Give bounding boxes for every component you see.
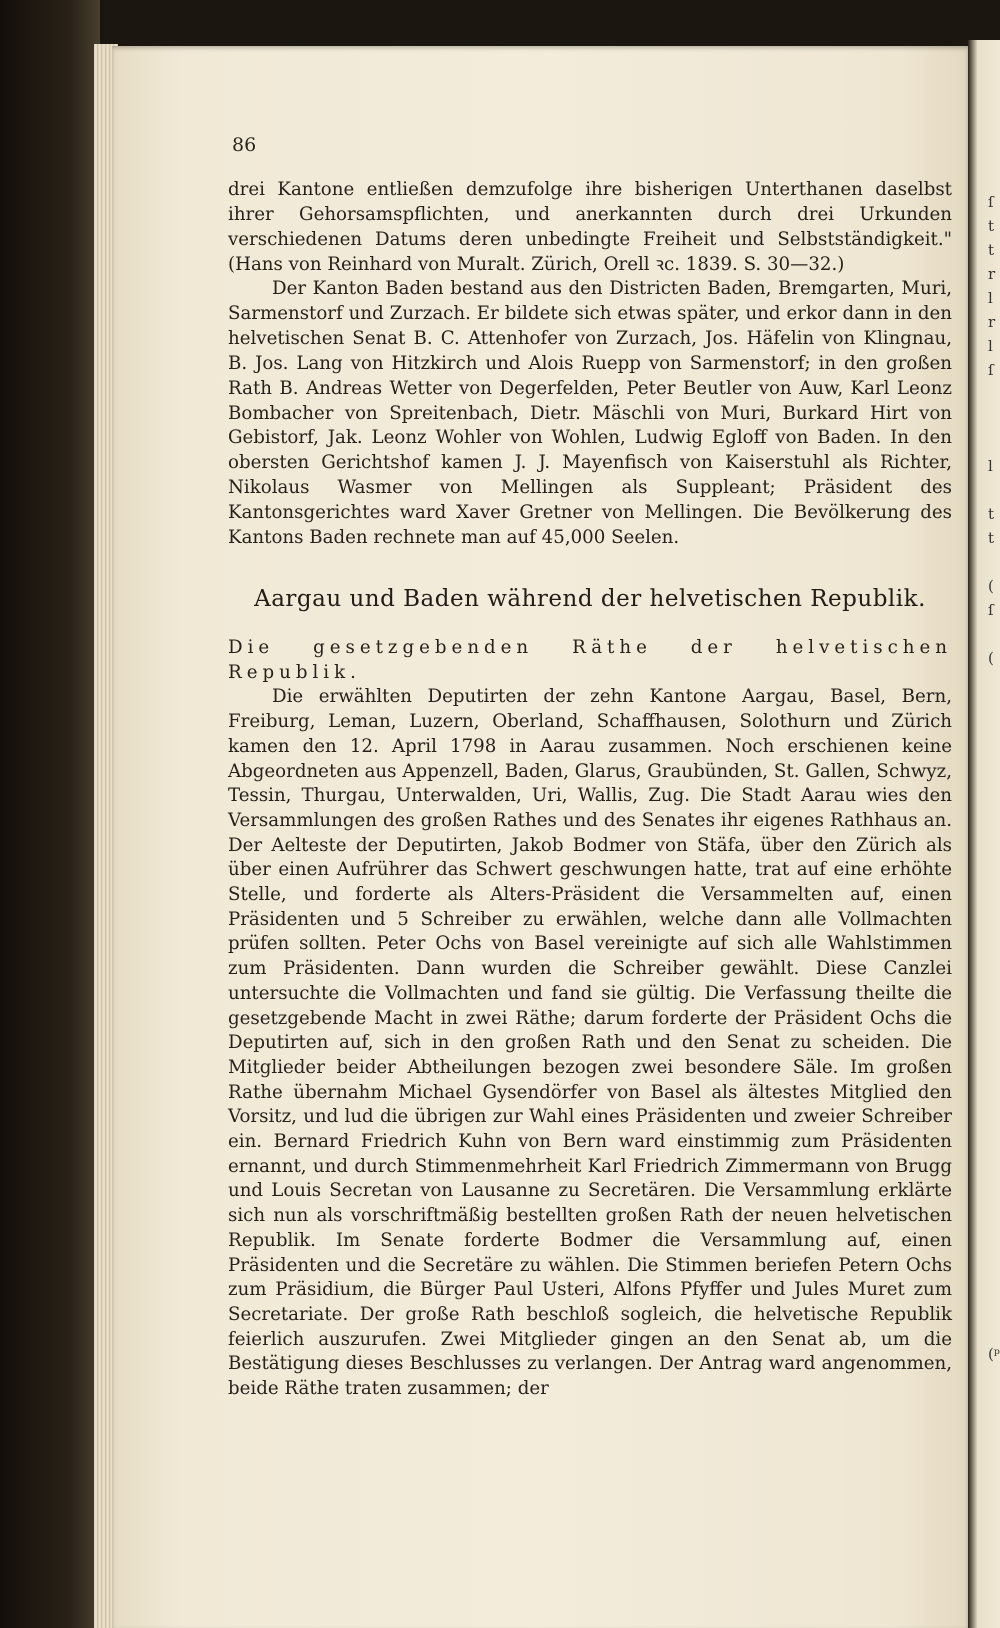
page-number: 86 xyxy=(232,134,257,156)
next-page-fragment xyxy=(988,1174,1000,1198)
paragraph: Die erwählten Deputirten der zehn Kantone Aargau, Basel, Bern, Freiburg, Leman, Luzern, Oberland, Schaffhausen, Solothurn und Zürich kamen den 12. April 1798 in Aarau zusammen. Noch erschienen keine Abgeordneten aus Appenzell, Baden, Glarus, Graubünden, St. Gallen, Schwyz, Tessin, Thurgau, Unterwalden, Uri, Wallis, Zug. Die Stadt Aarau wies den Versammlungen des großen Rathes und des Senates ihr eigenes Rathhaus an. Der Aelteste der Deputirten, Jakob Bodmer von Stäfa, über den Zürich als über einen Aufrührer das Schwert geschwungen hatte, trat auf eine erhöhte Stelle, und forderte als Alters-Präsident die Versammelten auf, einen Präsidenten und 5 Schreiber zu erwählen, welche dann alle Vollmachten prüfen sollten. Peter Ochs von Basel vereinigte auf sich alle Wahlstimmen zum Präsidenten. Dann wurden die Schreiber gewählt. Diese Canzlei untersuchte die Vollmachten und fand sie gültig. Die Verfassung theilte die gesetzgebende Macht in zwei Räthe; darum forderte der Präsident Ochs die Deputirten auf, sich in den großen Rath und den Senat zu scheiden. Die Mitglieder beider Abtheilungen bezogen zwei besondere Säle. Im großen Rathe übernahm Michael Gysendörfer von Basel als ältestes Mitglied den Vorsitz, und lud die übrigen zur Wahl eines Präsidenten und zweier Schreiber ein. Bernard Friedrich Kuhn von Bern ward einstimmig zum Präsidenten ernannt, und durch Stimmenmehrheit Karl Friedrich Zimmermann von Brugg und Louis Secretan von Lausanne zu Secretären. Die Versammlung erklärte sich nun als vorschriftmäßig bestellten großen Rath der neuen helvetischen Republik. Im Senate forderte Bodmer die Versammlung auf, einen Präsidenten und die Secretäre zu wählen. Die Stimmen beriefen Petern Ochs zum Präsidium, die Bürger Paul Usteri, Alfons Pfyffer und Jules Muret zum Secretariate. Der große Rath beschloß sogleich, die helvetische Republik feierlich auszurufen. Zwei Mitglieder gingen an den Senat ab, um die Bestätigung dieses Beschlusses zu verlangen. Der Antrag ward angenommen, beide Räthe traten zusammen; der xyxy=(228,686,952,1400)
next-page-fragment xyxy=(988,934,1000,958)
next-page-fragment xyxy=(988,1006,1000,1030)
next-page-fragment xyxy=(988,406,1000,430)
next-page-fragment xyxy=(988,718,1000,742)
next-page-fragment xyxy=(988,1390,1000,1414)
next-page-fragment: l xyxy=(988,457,993,475)
next-page-fragment xyxy=(988,862,1000,886)
next-page-fragment xyxy=(988,550,1000,574)
next-page-fragment xyxy=(988,694,1000,718)
next-page-fragment xyxy=(988,1270,1000,1294)
next-page-fragment: l xyxy=(988,337,993,355)
next-page-fragment xyxy=(988,766,1000,790)
next-page-fragment: r xyxy=(988,265,996,283)
next-page-fragment: ſ xyxy=(988,601,994,619)
next-page-fragment xyxy=(988,790,1000,814)
next-page-fragment xyxy=(988,382,1000,406)
next-page-fragment xyxy=(988,982,1000,1006)
next-page-fragment: ( xyxy=(988,649,994,667)
next-page-fragment xyxy=(988,1366,1000,1390)
next-page-fragment xyxy=(988,670,1000,694)
next-page-fragment xyxy=(988,1222,1000,1246)
next-page-fragment: t xyxy=(988,529,995,547)
next-page-fragment xyxy=(988,1078,1000,1102)
next-page-fragment xyxy=(988,886,1000,910)
next-page-fragment: l xyxy=(988,289,993,307)
next-page-fragment: r xyxy=(988,313,996,331)
next-page-fragment xyxy=(988,1150,1000,1174)
next-page-fragment xyxy=(988,1198,1000,1222)
next-page-fragment: ſ xyxy=(988,193,994,211)
next-page-fragment: t xyxy=(988,241,995,259)
next-page-fragment: t xyxy=(988,217,995,235)
next-page-fragment xyxy=(988,1102,1000,1126)
next-page-fragment xyxy=(988,1030,1000,1054)
next-page-fragment xyxy=(988,622,1000,646)
next-page-text-fragments xyxy=(988,190,1000,1590)
next-page-fragment xyxy=(988,478,1000,502)
next-page-fragment: ( xyxy=(988,577,994,595)
next-page-fragment xyxy=(988,1414,1000,1438)
next-page-fragment xyxy=(988,1246,1000,1270)
paragraph: Der Kanton Baden bestand aus den Districten Baden, Bremgarten, Muri, Sarmenstorf und Zurzach. Er bildete sich etwas später, und erkor dann in den helvetischen Senat B. C. Attenhofer von Zurzach, Jos. Häfelin von Klingnau, B. Jos. Lang von Hitzkirch und Alois Ruepp von Sarmenstorf; in den großen Rath B. Andreas Wetter von Degerfelden, Peter Beutler von Auw, Karl Leonz Bombacher von Spreitenbach, Dietr. Mäschli von Muri, Burkard Hirt von Gebistorf, Jak. Leonz Wohler von Wohlen, Ludwig Egloff von Baden. In den obersten Gerichtshof kamen J. J. Mayenfisch von Kaiserstuhl als Richter, Nikolaus Wasmer von Mellingen als Suppleant; Präsident des Kantonsgerichtes ward Xaver Gretner von Mellingen. Die Bevölkerung des Kantons Baden rechnete man auf 45,000 Seelen. xyxy=(228,278,952,548)
next-page-fragment xyxy=(988,814,1000,838)
next-page-fragment xyxy=(988,1462,1000,1486)
next-page-fragment xyxy=(988,958,1000,982)
section-heading: Aargau und Baden während der helvetischen Republik. xyxy=(254,586,926,612)
subheading: Die gesetzgebenden Räthe der helvetischen Republik. xyxy=(228,637,952,683)
next-page-fragment xyxy=(988,430,1000,454)
next-page-fragment xyxy=(988,838,1000,862)
next-page-fragment xyxy=(988,1318,1000,1342)
paragraph: drei Kantone entließen demzufolge ihre bisherigen Unterthanen daselbst ihrer Gehorsamspflichten, und anerkannten durch drei Urkunden verschiedenen Datums deren unbedingte Freiheit und Selbstständigkeit." (Hans von Reinhard von Muralt. Zürich, Orell ꝛc. 1839. S. 30—32.) xyxy=(228,179,952,275)
next-page-fragment: t xyxy=(988,505,995,523)
next-page-fragment xyxy=(988,910,1000,934)
text-block-top xyxy=(228,178,952,551)
next-page-fragment xyxy=(988,1054,1000,1078)
next-page-fragment xyxy=(988,1438,1000,1462)
next-page-fragment: (ᵖ xyxy=(988,1345,1000,1363)
dark-background xyxy=(0,0,100,1628)
section-body xyxy=(228,636,952,1402)
next-page-fragment: ſ xyxy=(988,361,994,379)
next-page-fragment xyxy=(988,1126,1000,1150)
next-page-fragment xyxy=(988,1294,1000,1318)
next-page-fragment xyxy=(988,742,1000,766)
